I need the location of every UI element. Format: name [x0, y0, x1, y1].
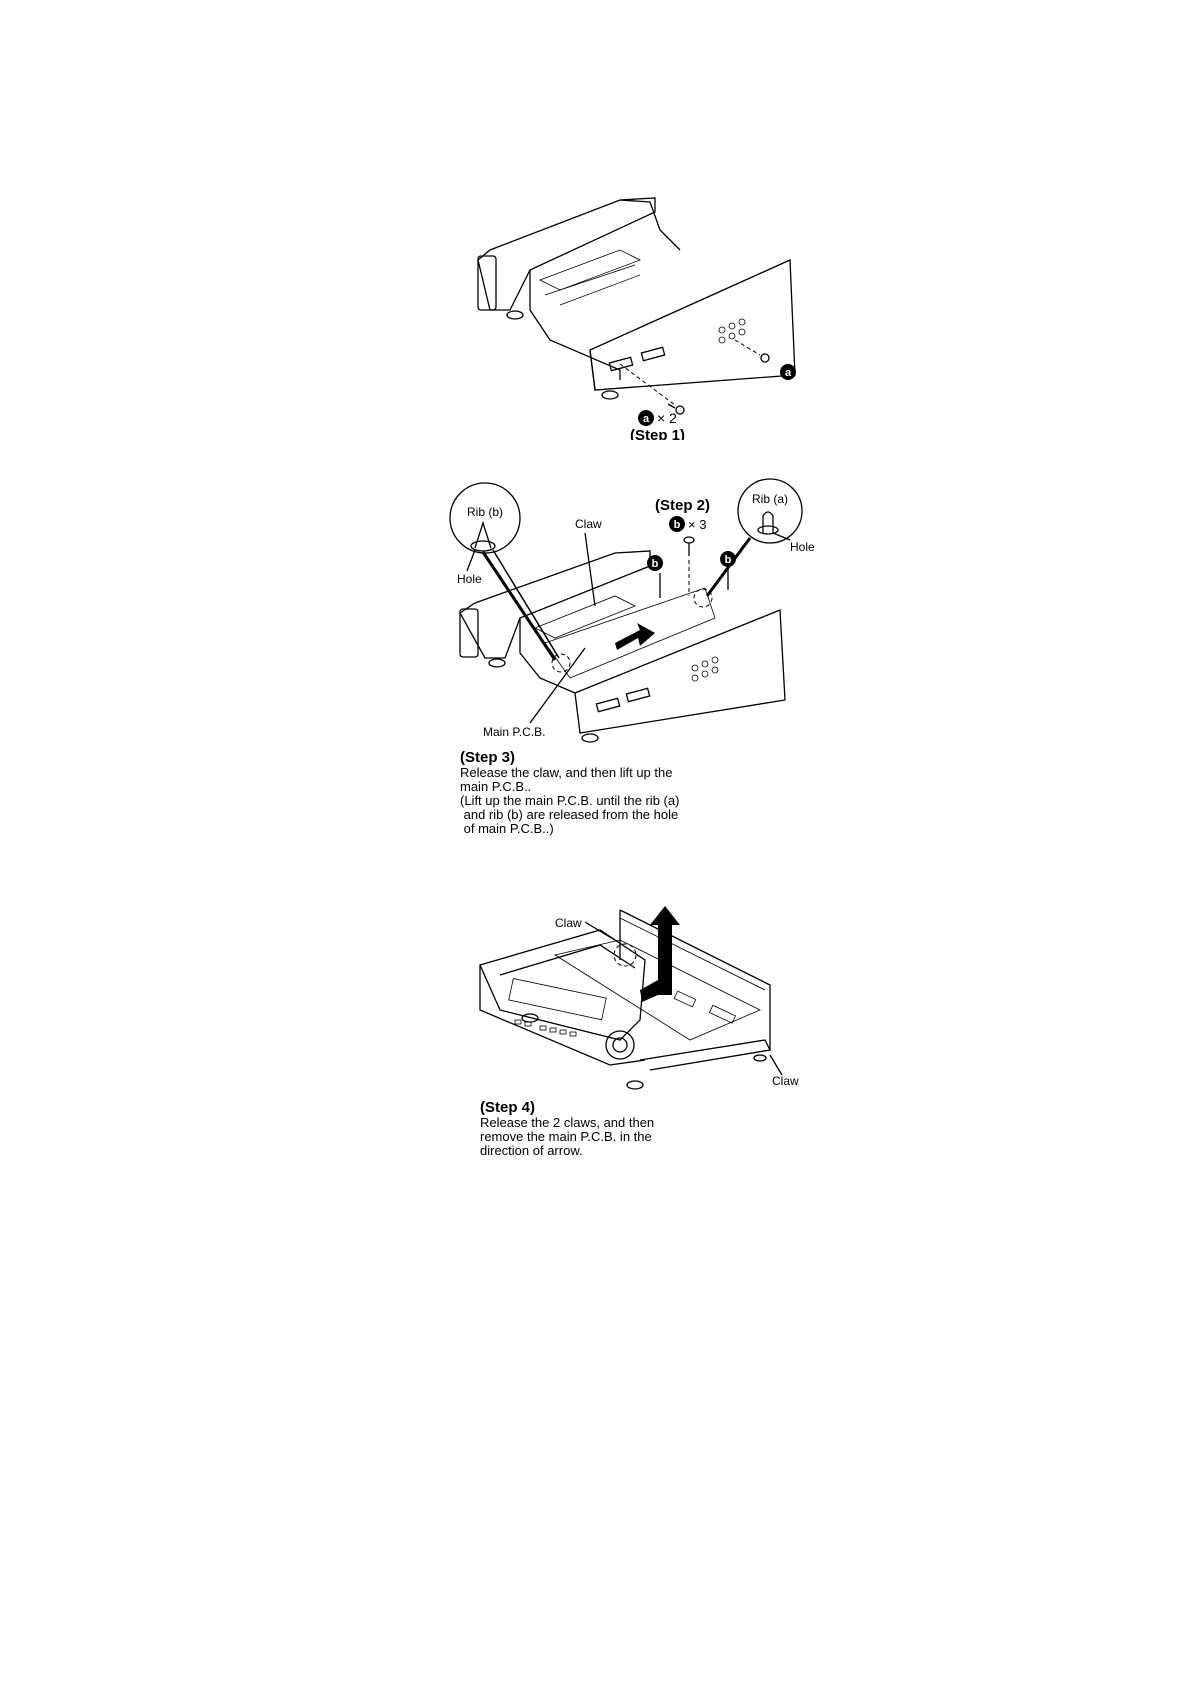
- screw-icon: [761, 354, 769, 362]
- rib-b-dashed-marker: [552, 654, 570, 672]
- badge-letter: b: [673, 519, 681, 531]
- figure-step-2: [445, 478, 835, 746]
- step-3-line: (Lift up the main P.C.B. until the rib (a): [460, 793, 680, 808]
- badge-letter: a: [784, 367, 792, 379]
- main-pcb-label: Main P.C.B.: [483, 725, 546, 739]
- hole-right-label: Hole: [790, 540, 815, 554]
- letter-b-badge-icon: [720, 551, 736, 567]
- step-3-line: Release the claw, and then lift up the: [460, 765, 673, 780]
- rib-a-label: Rib (a): [751, 492, 789, 506]
- direction-arrow-icon: [615, 623, 655, 650]
- figure-step-4: [470, 900, 810, 1100]
- screw-icon: [684, 537, 694, 556]
- chassis-drawing-1: [470, 190, 830, 440]
- lift-arrow-icon: [650, 906, 680, 995]
- figure-step-1: [470, 190, 830, 440]
- letter-b-badge-icon: [669, 516, 685, 532]
- step-4-line: direction of arrow.: [480, 1143, 583, 1158]
- step-4-heading: (Step 4): [480, 1099, 536, 1116]
- rib-b-label: Rib (b): [466, 505, 504, 519]
- key-holes-group: [692, 657, 718, 681]
- chassis-drawing-3: [470, 900, 810, 1100]
- main-pcb-outline: [545, 588, 715, 678]
- screw-count-label: × 2: [657, 410, 677, 426]
- letter-b-badge-icon: [647, 555, 663, 571]
- badge-letter: a: [642, 413, 650, 425]
- step-3-line: main P.C.B..: [460, 779, 532, 794]
- step-4-line: Release the 2 claws, and then: [480, 1115, 655, 1130]
- step-4-line: remove the main P.C.B. in the: [480, 1129, 652, 1144]
- step-1-label: (Step 1): [630, 427, 686, 440]
- screw-count-label: × 3: [688, 517, 707, 532]
- hole-left-label: Hole: [457, 572, 482, 586]
- step-3-caption: [460, 750, 760, 836]
- claw-label: Claw: [575, 517, 602, 531]
- step-3-line: and rib (b) are released from the hole: [460, 807, 679, 822]
- step-3-heading: (Step 3): [460, 749, 516, 766]
- step-3-line: of main P.C.B..): [460, 821, 554, 836]
- display-window: [509, 978, 606, 1019]
- rib-a-dashed-marker: [694, 589, 712, 607]
- letter-a-badge-icon: [638, 410, 654, 426]
- chassis-drawing-2: [445, 478, 835, 746]
- step-2-label: (Step 2): [655, 497, 711, 514]
- badge-letter: b: [651, 558, 659, 570]
- claw-right-label: Claw: [772, 1074, 799, 1088]
- badge-letter: b: [724, 554, 732, 566]
- letter-a-badge-icon: [780, 364, 796, 380]
- volume-knob: [606, 1031, 634, 1059]
- key-holes-group: [719, 319, 745, 343]
- step-4-caption: [480, 1100, 720, 1158]
- claw-top-label: Claw: [555, 916, 582, 930]
